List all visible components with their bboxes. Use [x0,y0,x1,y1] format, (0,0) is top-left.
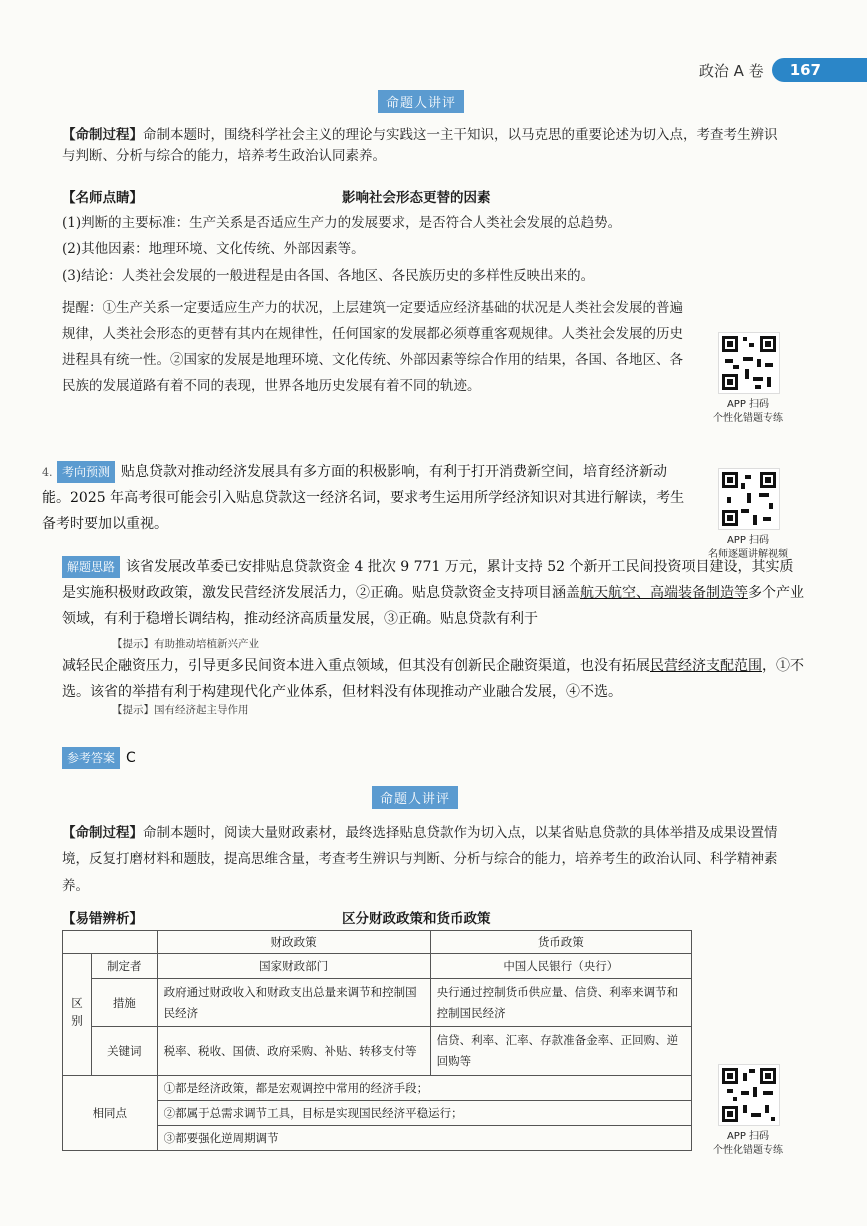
process-text: 命制本题时，围绕科学社会主义的理论与实践这一主干知识，以马克思的重要论述为切入点，考查考生辨识与判断、分析与综合的能力，培养考生政治认同素养。 [62,127,778,164]
forecast-tag: 考向预测 [57,461,115,483]
answer-tag: 参考答案 [62,747,120,769]
tips-label: 【名师点睛】 [62,190,143,206]
qr-block[interactable] [708,468,798,561]
forecast-text: 贴息贷款对推动经济发展具有多方面的积极影响，有利于打开消费新空间，培育经济新动能。2025 年高考很可能会引入贴息贷款这一经济名词，要求考生运用所学经济知识对其进行解读，考生备考时要加以重视。 [42,464,685,532]
qr-block[interactable] [713,332,793,425]
table-header-cell: 财政政策 [157,931,430,954]
table-row [63,1027,692,1075]
table-group-cell: 区别 [63,954,92,1076]
answer-line [62,746,136,772]
process-paragraph [62,820,792,899]
table-header-cell: 货币政策 [430,931,691,954]
section-banner: 命题人讲评 [372,786,458,809]
reminder-paragraph: 提醒：①生产关系一定要适应生产力的状况，上层建筑一定要适应经济基础的状况是人类社会发展的普遍规律，人类社会形态的更替有其内在规律性，任何国家的发展都必须尊重客观规律。人类社会发展的历史进程具有统一性。②国家的发展是地理环境、文化传统、外部因素等综合作用的结果，各国、各地区、各民族的发展道路有着不同的表现，世界各地历史发展有着不同的轨迹。 [62,300,683,394]
qr-label-line2: 名师逐题讲解视频 [708,548,788,560]
margin-note: 【提示】有助推动培植新兴产业 [112,638,259,650]
table-cell: 信贷、利率、汇率、存款准备金率、正回购、逆回购等 [430,1027,691,1075]
table-cell [63,931,158,954]
table-title: 区分财政政策和货币政策 [342,911,491,927]
question-number: 4. [42,466,53,479]
tips-list [62,210,782,289]
table-row [63,979,692,1027]
table-key-cell: 关键词 [92,1027,158,1075]
same-item: ②都属于总需求调节工具，目标是实现国民经济平稳运行； [158,1101,691,1126]
underlined-phrase: 民营经济支配范围 [650,658,762,674]
tips-item: (2)其他因素：地理环境、文化传统、外部因素等。 [62,241,365,258]
process-text: 命制本题时，阅读大量财政素材，最终选择贴息贷款作为切入点，以某省贴息贷款的具体举措及成果设置情境，反复打磨材料和题肢，提高思维含量，考查考生辨识与判断、分析与综合的能力，培养考生的政治认同、科学精神素养。 [62,825,778,894]
qr-code-icon[interactable] [718,468,780,530]
underlined-phrase: 航天航空、高端装备制造等 [580,584,748,601]
solution-paragraph-2 [62,654,804,706]
solution-text: ，①不选。该省的举措有利于构建现代化产业体系，但材料没有体现推动产业融合发展，④不选。 [62,658,804,700]
section-banner: 命题人讲评 [378,90,464,113]
process-label: 【命制过程】 [62,825,143,841]
qr-code-icon[interactable] [718,1064,780,1126]
solution-text: 该省发展改革委已安排贴息贷款资金 4 批次 9 771 万元，累计支持 52 个新开工民间投资项目建设，其实质是实施积极财政政策，激发民营经济发展活力，②正确。贴息贷款资金支持项目涵盖 [62,559,794,601]
table-cell [157,1075,691,1150]
tips-heading [62,186,782,206]
forecast-paragraph [42,460,692,538]
tips-item: (1)判断的主要标准：生产关系是否适应生产力的发展要求，是否符合人类社会发展的总趋势。 [62,215,622,231]
same-item: ③都要强化逆周期调节 [163,1130,279,1145]
table-key-cell: 措施 [92,979,158,1027]
solution-text: 减轻民企融资压力，引导更多民间资本进入重点领域，但其没有创新民企融资渠道，也没有拓展 [62,658,650,674]
table-key-cell: 相同点 [63,1075,158,1150]
table-cell: 央行通过控制货币供应量、信贷、利率来调节和控制国民经济 [430,979,691,1027]
table-key-cell: 制定者 [92,954,158,979]
table-row [63,1075,692,1150]
process-paragraph [62,125,782,167]
mistake-label: 【易错辨析】 [62,911,143,927]
margin-note: 【提示】国有经济起主导作用 [112,704,249,716]
solution-paragraph [62,555,804,633]
table-cell: 税率、税收、国债、政府采购、补贴、转移支付等 [157,1027,430,1075]
same-item: ①都是经济政策，都是宏观调控中常用的经济手段； [158,1076,691,1101]
subject-label: 政治 A 卷 [698,61,764,80]
tips-item: (3)结论：人类社会发展的一般进程是由各国、各地区、各民族历史的多样性反映出来的。 [62,267,595,284]
table-cell: 政府通过财政收入和财政支出总量来调节和控制国民经济 [157,979,430,1027]
table-row [63,931,692,954]
qr-block[interactable] [713,1064,793,1157]
solution-text: 多个产业领域，有利于稳增长调结构，推动经济高质量发展，③正确。贴息贷款有利于 [62,584,804,627]
process-label: 【命制过程】 [62,127,143,143]
table-cell: 中国人民银行（央行） [430,954,691,979]
table-row [63,954,692,979]
tips-title: 影响社会形态更替的因素 [342,190,491,206]
qr-label-line1: APP 扫码 [726,399,770,410]
page-header [699,57,867,83]
mistake-heading [62,907,782,927]
qr-label-line2: 个性化错题专练 [713,412,783,424]
answer-value: C [126,750,136,766]
qr-label-line2: 个性化错题专练 [713,1144,783,1156]
qr-label-line1: APP 扫码 [726,535,770,546]
qr-label-line1: APP 扫码 [726,1131,770,1142]
page-number: 167 [772,58,867,82]
qr-code-icon[interactable] [718,332,780,394]
solution-tag: 解题思路 [62,556,120,578]
table-cell: 国家财政部门 [157,954,430,979]
comparison-table [62,930,692,1151]
